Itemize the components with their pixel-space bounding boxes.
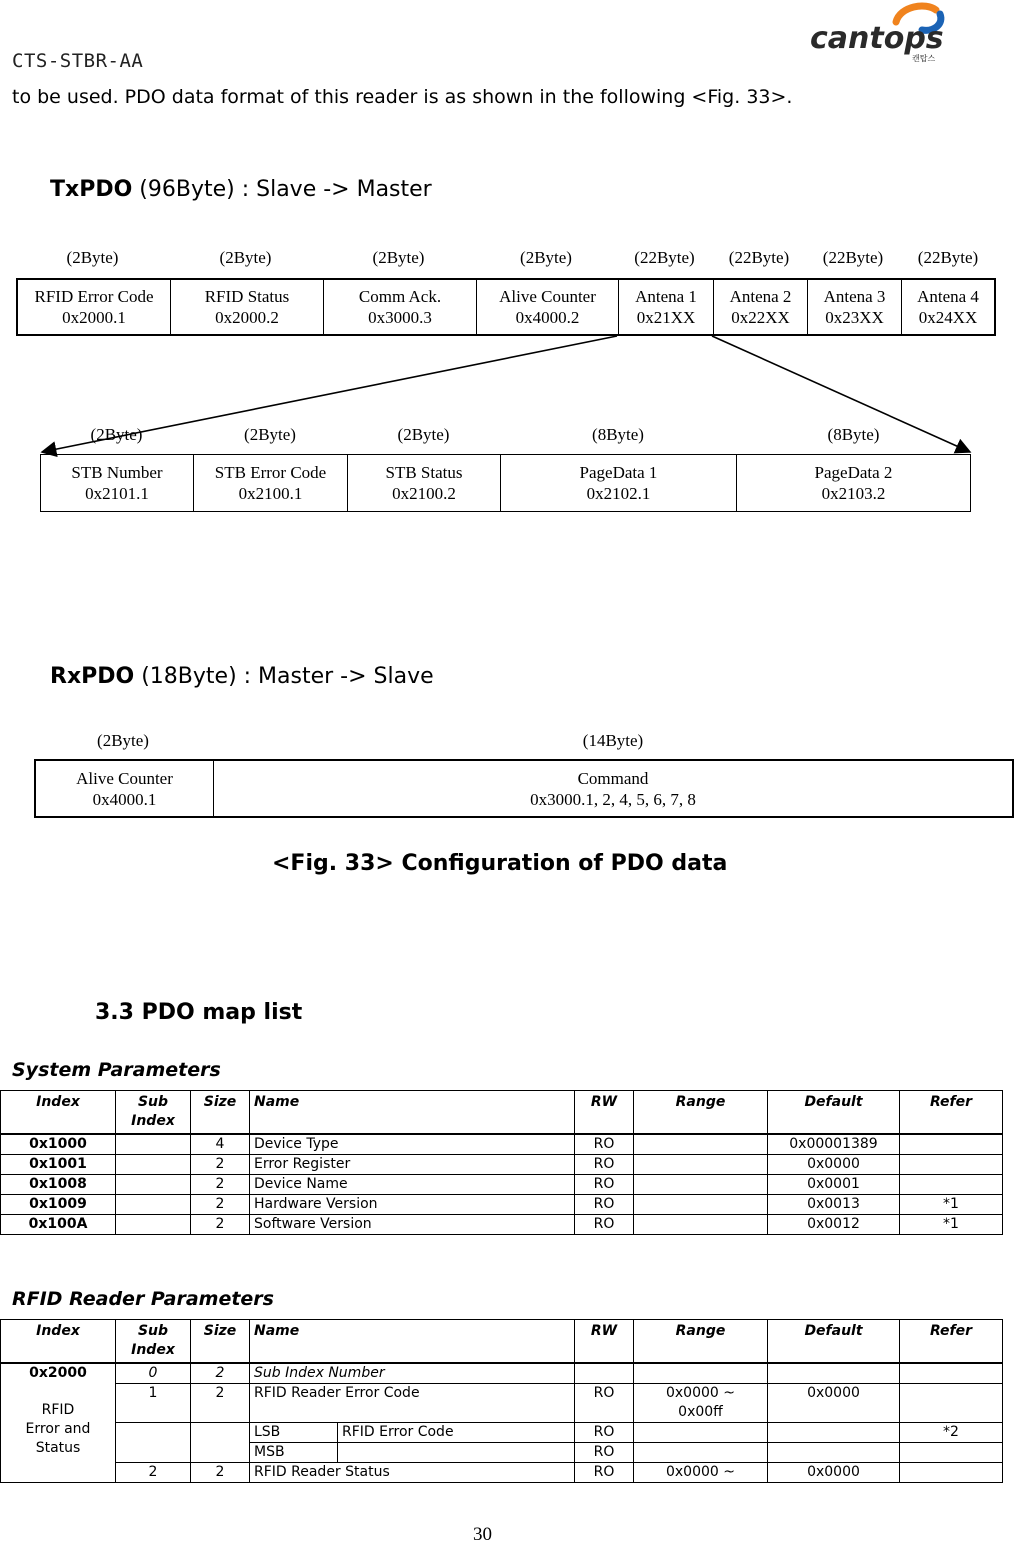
pdo-cell: Comm Ack. 0x3000.3 [324,280,477,334]
col-header: Name [250,1320,575,1364]
table-row: 0x1009 2 Hardware Version RO 0x0013 *1 [1,1195,1003,1215]
col-header: Name [250,1091,575,1135]
rxpdo-byte-labels [34,731,1014,753]
col-header: Refer [900,1091,1003,1135]
byte-label: (8Byte) [827,425,880,444]
pdo-cell: Alive Counter 0x4000.2 [477,280,619,334]
col-header: RW [575,1091,634,1135]
section-heading: 3.3 PDO map list [95,1000,303,1025]
txpdo-sub-byte-labels [40,425,971,447]
col-header: Size [191,1320,250,1364]
table-row: 0x1001 2 Error Register RO 0x0000 [1,1155,1003,1175]
byte-label: (8Byte) [592,425,644,444]
pdo-cell: Antena 2 0x22XX [714,280,808,334]
byte-label: (14Byte) [582,731,644,750]
col-header: Index [1,1320,116,1364]
pdo-cell: STB Error Code 0x2100.1 [194,455,348,511]
table-header-row [1,1320,1003,1364]
logo-wordmark: cantops [810,21,944,56]
byte-label: (22Byte) [822,248,884,267]
col-header: Index [1,1091,116,1135]
rxpdo-row [34,759,1014,818]
byte-label: (22Byte) [728,248,790,267]
table-row: MSB RO [1,1443,1003,1463]
byte-label: (22Byte) [634,248,695,267]
table-row: 0x1008 2 Device Name RO 0x0001 [1,1175,1003,1195]
figure-caption: <Fig. 33> Configuration of PDO data [272,851,728,876]
table-row: LSB RFID Error Code RO *2 [1,1423,1003,1443]
pdo-cell: PageData 2 0x2103.2 [814,463,893,503]
pdo-cell: Antena 4 0x24XX [917,287,979,327]
col-header: Sub Index [116,1091,191,1135]
byte-label: (2Byte) [90,425,143,444]
pdo-cell: PageData 1 0x2102.1 [501,455,737,511]
col-header: Default [768,1320,900,1364]
byte-label: (2Byte) [66,248,119,267]
table-header-row [1,1091,1003,1135]
rxpdo-title: RxPDO (18Byte) : Master -> Slave [50,664,434,689]
byte-label: (2Byte) [397,425,450,444]
table-row: 1 2 RFID Reader Error Code RO 0x0000 ~ 0x00ff 0x0000 [1,1384,1003,1423]
byte-label: (2Byte) [372,248,425,267]
byte-label: (2Byte) [520,248,572,267]
col-header: Size [191,1091,250,1135]
pdo-cell: STB Number 0x2101.1 [41,455,194,511]
rfid-params-table [0,1319,1003,1483]
system-params-table [0,1090,1003,1235]
byte-label: (22Byte) [917,248,979,267]
byte-label: (2Byte) [244,425,296,444]
system-params-title: System Parameters [12,1059,221,1081]
col-header: Default [768,1091,900,1135]
pdo-cell: RFID Error Code 0x2000.1 [18,280,171,334]
rfid-params-title: RFID Reader Parameters [12,1288,274,1310]
byte-label: (2Byte) [97,731,149,750]
pdo-cell: Antena 1 0x21XX [619,280,714,334]
col-header: Sub Index [116,1320,191,1364]
table-row: 0x1000 4 Device Type RO 0x00001389 [1,1134,1003,1155]
table-row: 0x2000 RFID Error and Status 0 2 Sub Index Number [1,1363,1003,1384]
pdo-cell: Antena 3 0x23XX [808,280,902,334]
col-header: RW [575,1320,634,1364]
intro-paragraph: to be used. PDO data format of this reader is as shown in the following <Fig. 33>. [12,86,793,108]
table-row: 2 2 RFID Reader Status RO 0x0000 ~ 0x0000 [1,1463,1003,1483]
logo-subtext: 캔탑스 [912,54,936,63]
document-id: CTS-STBR-AA [12,50,144,72]
col-header: Range [634,1320,768,1364]
table-row: 0x100A 2 Software Version RO 0x0012 *1 [1,1215,1003,1235]
page-number: 30 [473,1524,492,1545]
pdo-cell: STB Status 0x2100.2 [348,455,501,511]
col-header: Refer [900,1320,1003,1364]
txpdo-antenna-detail-row [40,454,971,512]
pdo-cell: Alive Counter 0x4000.1 [36,761,214,816]
pdo-cell: RFID Status 0x2000.2 [171,280,324,334]
txpdo-title: TxPDO (96Byte) : Slave -> Master [50,177,432,202]
pdo-cell: Command 0x3000.1, 2, 4, 5, 6, 7, 8 [530,768,696,809]
col-header: Range [634,1091,768,1135]
byte-label: (2Byte) [219,248,272,267]
index-cell: 0x2000 RFID Error and Status [1,1363,116,1483]
